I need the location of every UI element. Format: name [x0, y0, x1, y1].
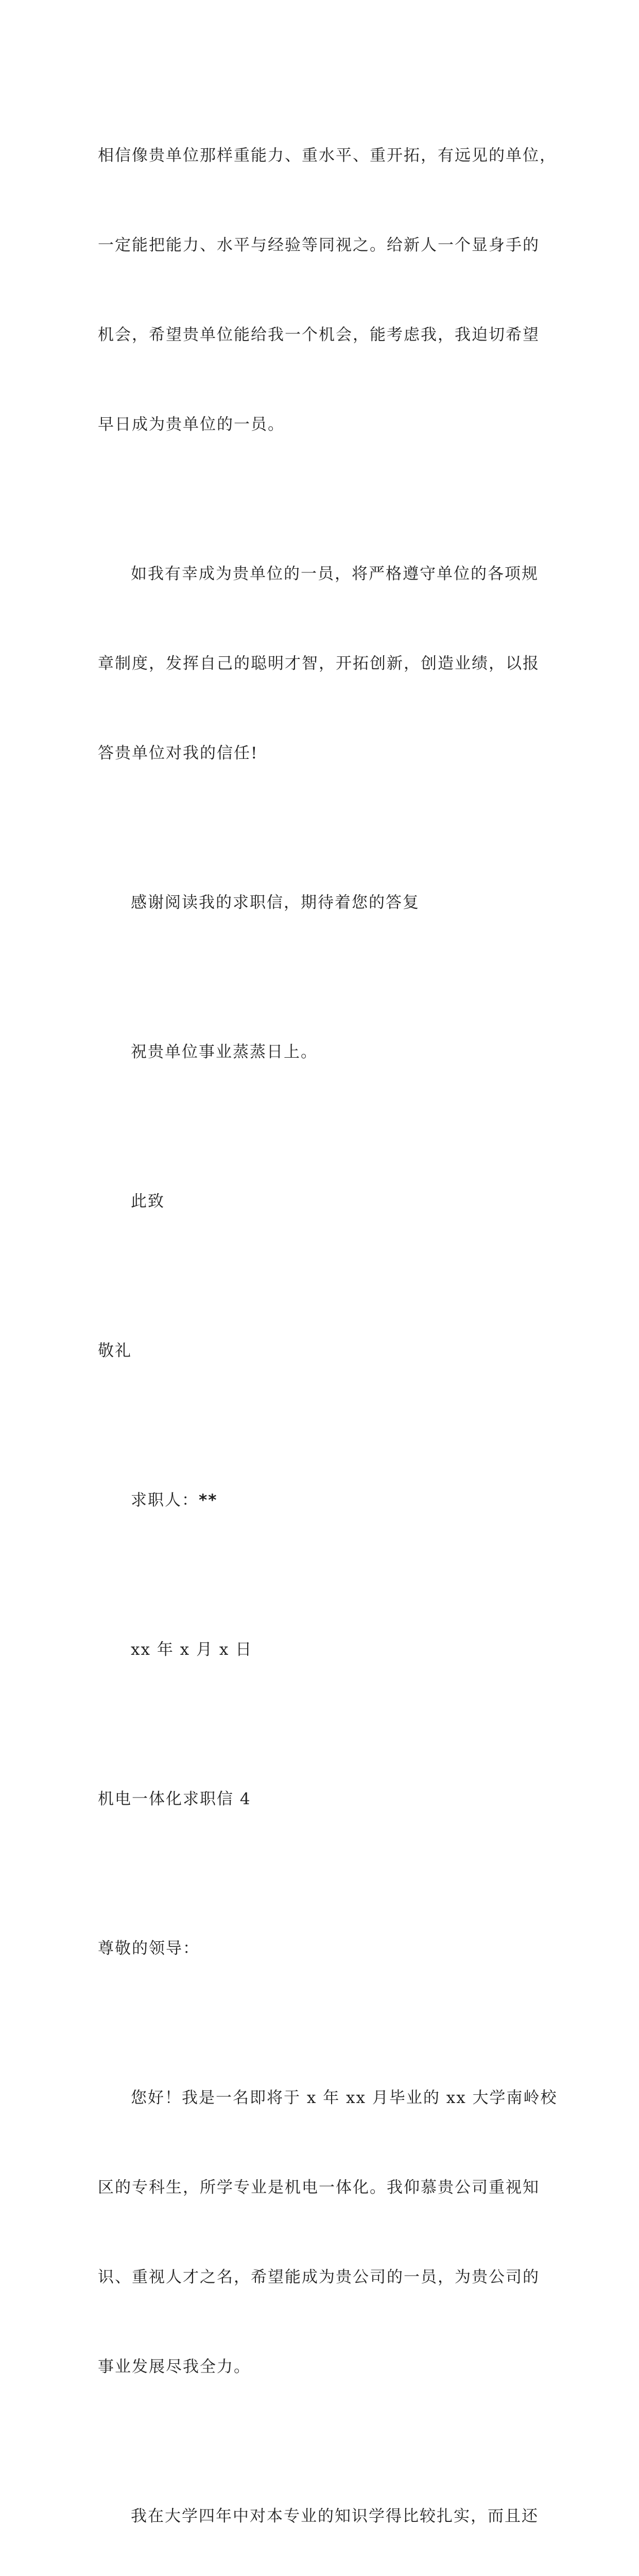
signature-name: **: [199, 1491, 218, 1510]
paragraph: [98, 2023, 558, 2442]
text-line: 识、重视人才之名，希望能成为贵公司的一员，为贵公司的: [98, 2268, 540, 2286]
text-line: 机电一体化求职信 4: [98, 1790, 251, 1808]
text-line: 机会，希望贵单位能给我一个机会，能考虑我，我迫切希望: [98, 326, 540, 344]
text-line: 答贵单位对我的信任!: [98, 744, 258, 762]
text-line: 一定能把能力、水平与经验等同视之。给新人一个显身手的: [98, 236, 540, 255]
closing-salutation: [98, 1127, 541, 1276]
date-line: [98, 1575, 541, 1724]
signature-label: 求职人：: [131, 1491, 199, 1510]
text-line: 敬礼: [98, 1342, 132, 1360]
closing-regards: [98, 1276, 541, 1426]
text-line: 如我有幸成为贵单位的一员，将严格遵守单位的各项规: [131, 565, 539, 583]
paragraph: [98, 977, 541, 1127]
text-line: 相信像贵单位那样重能力、重水平、重开拓，有远见的单位，: [98, 146, 557, 165]
text-line: 尊敬的领导：: [98, 1939, 200, 1958]
text-line: 事业发展尽我全力。: [98, 2358, 251, 2376]
paragraph: [98, 828, 541, 977]
text-line: 感谢阅读我的求职信，期待着您的答复: [131, 893, 420, 912]
text-line: 章制度，发挥自己的聪明才智，开拓创新，创造业绩，以报: [98, 654, 540, 673]
text-line: 我在大学四年中对本专业的知识学得比较扎实，而且还: [131, 2507, 539, 2526]
text-line: xx 年 x 月 x 日: [131, 1640, 253, 1659]
text-line: 祝贵单位事业蒸蒸日上。: [131, 1043, 318, 1061]
section-title: [98, 1724, 541, 1874]
paragraph: [98, 499, 541, 828]
text-line: [98, 1485, 541, 1515]
text-line: 早日成为贵单位的一员。: [98, 415, 285, 434]
signature-line: [98, 1426, 541, 1575]
greeting: [98, 1874, 541, 2023]
text-line: 此致: [131, 1192, 165, 1211]
paragraph: [98, 2442, 541, 2576]
text-line: 区的专科生，所学专业是机电一体化。我仰慕贵公司重视知: [98, 2178, 540, 2197]
document-body: [98, 81, 558, 2576]
paragraph: [98, 81, 557, 499]
text-line: 您好！我是一名即将于 x 年 xx 月毕业的 xx 大学南岭校: [131, 2089, 558, 2107]
